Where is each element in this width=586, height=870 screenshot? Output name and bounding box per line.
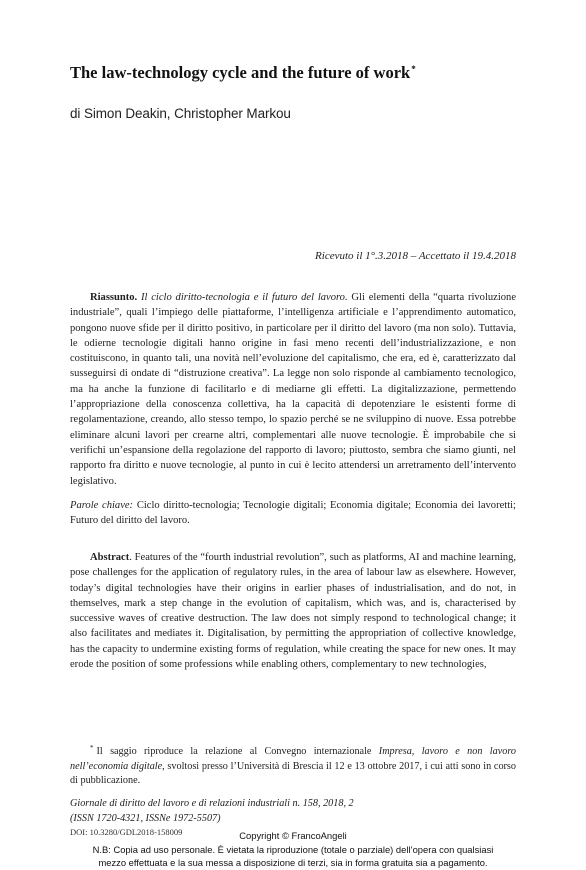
keywords-label: Parole chiave: [70, 500, 134, 511]
copyright-line-1: Copyright © FrancoAngeli [239, 830, 347, 841]
riassunto-label: Riassunto. [90, 292, 138, 303]
keywords-text: Ciclo diritto-tecnologia; Tecnologie digitali; Economia digitale; Economia dei lavoretti; Futuro del diritto del lavoro. [70, 500, 516, 527]
riassunto-italic-title: Il ciclo diritto-tecnologia e il futuro del lavoro. [141, 292, 348, 303]
journal-reference [70, 797, 516, 826]
copyright-line-3: mezzo effettuata e la sua messa a disposizione di terzi, sia in forma gratuita sia a pagamento. [98, 857, 488, 868]
footnote [70, 741, 516, 789]
footnote-mark: * [90, 744, 94, 752]
received-accepted-dates: Ricevuto il 1°.3.2018 – Accettato il 19.4.2018 [315, 250, 516, 262]
footnote-conference-title: Impresa, lavoro e non lavoro nell’economia digitale [70, 746, 517, 772]
riassunto-text: Gli elementi della “quarta rivoluzione industriale”, quali l’impiego delle piattaforme, l’intelligenza artificiale e l’apprendimento automatico, pongono nuove sfide per il diritto positivo, in particolare per il diritto del lavoro (ma non solo). Tuttavia, le odierne tecnologie digitali hanno origine in fasi meno recenti dell’industrializzazione, e non costituiscono, in quanto tali, una novità nell’evoluzione del capitalismo, che era, ed è, caratterizzato dal susseguirsi di ondate di “distruzione creativa”. La legge non solo risponde al cambiamento tecnologico, ma ha anche la funzione di facilitarlo e di mediarne gli effetti. La digitalizzazione, permettendo l’appropriazione della conoscenza collettiva, ha la capacità di depotenziare le esistenti forme di regolamentazione, creando, allo stesso tempo, lo spazio perché se ne sviluppino di nuove. Essa potrebbe eliminare alcuni lavori per crearne altri, complementari alle nuove tecnologie. È improbabile che si verifichi un’espansione della regolazione del rapporto di lavoro; piuttosto, sembra che siamo giunti, nel rapporto fra diritto e nuove tecnologie, al punto in cui è lecito attendersi un arretramento dell’intervento legislativo. [70, 292, 517, 487]
keywords-italian [70, 498, 516, 529]
footnote-text-after: , svoltosi presso l’Università di Brescia il 12 e 13 ottobre 2017, i cui atti sono in corso di pubblicazione. [70, 760, 516, 786]
title-footnote-mark[interactable]: * [411, 64, 416, 74]
copyright-line-2: N.B: Copia ad uso personale. È vietata la riproduzione (totale o parziale) dell’opera con qualsiasi [92, 843, 494, 855]
copyright-notice [0, 829, 586, 870]
article-title [70, 63, 540, 83]
abstract-paragraph [70, 550, 516, 672]
journal-citation: Giornale di diritto del lavoro e di relazioni industriali n. 158, 2018, 2 [70, 798, 354, 809]
riassunto-paragraph [70, 290, 516, 489]
article-title-text: The law-technology cycle and the future of work [70, 63, 411, 82]
abstract-text: . Features of the “fourth industrial revolution”, such as platforms, AI and machine learning, pose challenges for the application of regulatory rules, in the area of labour law as elsewhere. However, today’s digital technologies have their origins in earlier phases of industrialisation, and do not, in themselves, mark a step change in the evolution of capitalism, which was, and is, characterised by successive waves of creative destruction. The law does not simply respond to technological change; it also facilitates and mediates it. Digitalisation, by permitting the appropriation of collective knowledge, has the capacity to undermine existing forms of regulation, while creating the space for new ones. It may erode the position of some professions while enabling others, complementary to new technologies, [70, 552, 516, 671]
footnote-text-before: Il saggio riproduce la relazione al Convegno internazionale [96, 746, 372, 757]
abstract-label: Abstract [90, 552, 130, 563]
doi[interactable]: DOI: 10.3280/GDL2018-158009 [70, 827, 183, 837]
journal-issn: (ISSN 1720-4321, ISSNe 1972-5507) [70, 812, 221, 824]
article-authors: di Simon Deakin, Christopher Markou [70, 106, 291, 121]
